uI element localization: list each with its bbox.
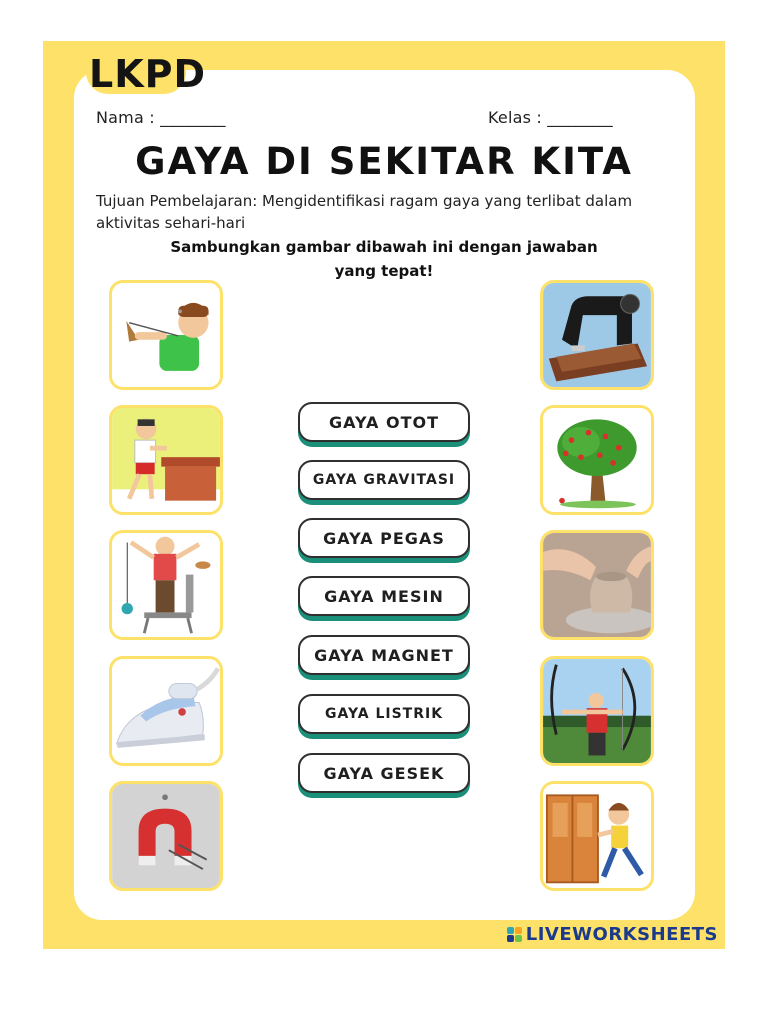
apple-tree-illustration <box>543 408 651 512</box>
boy-pushing-cupboard-illustration <box>543 784 651 888</box>
yoyo-boy-illustration <box>112 533 220 637</box>
image-boy-pushing-cupboard[interactable] <box>540 781 654 891</box>
instruction: Sambungkan gambar dibawah ini dengan jawaban yang tepat! <box>170 238 598 280</box>
liveworksheets-logo-icon <box>507 927 522 942</box>
image-apple-tree[interactable] <box>540 405 654 515</box>
page-title: GAYA DI SEKITAR KITA <box>135 140 633 183</box>
liveworksheets-brand <box>507 924 718 945</box>
boy-pushing-table-illustration <box>112 408 220 512</box>
image-boy-pushing-table[interactable] <box>109 405 223 515</box>
answer-gaya-otot[interactable]: GAYA OTOT <box>298 402 470 442</box>
image-sewing-machine[interactable] <box>540 280 654 390</box>
answer-gaya-mesin[interactable]: GAYA MESIN <box>298 576 470 616</box>
image-pottery-wheel[interactable] <box>540 530 654 640</box>
image-archery[interactable] <box>540 656 654 766</box>
electric-iron-illustration <box>112 659 220 763</box>
horseshoe-magnet-illustration <box>112 784 220 888</box>
sewing-machine-illustration <box>543 283 651 387</box>
answer-gaya-pegas[interactable]: GAYA PEGAS <box>298 518 470 558</box>
image-electric-iron[interactable] <box>109 656 223 766</box>
lkpd-logo: LKPD <box>89 52 207 96</box>
answer-gaya-magnet[interactable]: GAYA MAGNET <box>298 635 470 675</box>
learning-goal: Tujuan Pembelajaran: Mengidentifikasi ragam gaya yang terlibat dalam aktivitas sehari-hari <box>96 192 633 232</box>
answer-gaya-gesek[interactable]: GAYA GESEK <box>298 753 470 793</box>
image-slingshot-boy[interactable] <box>109 280 223 390</box>
slingshot-boy-illustration <box>112 283 220 387</box>
class-field: Kelas : ________ <box>488 108 613 127</box>
answer-gaya-gravitasi[interactable]: GAYA GRAVITASI <box>298 460 470 500</box>
archery-illustration <box>543 659 651 763</box>
name-field: Nama : ________ <box>96 108 226 127</box>
pottery-wheel-illustration <box>543 533 651 637</box>
brand-name: LIVEWORKSHEETS <box>525 924 718 945</box>
image-yoyo-boy-on-chair[interactable] <box>109 530 223 640</box>
image-horseshoe-magnet[interactable] <box>109 781 223 891</box>
answer-gaya-listrik[interactable]: GAYA LISTRIK <box>298 694 470 734</box>
